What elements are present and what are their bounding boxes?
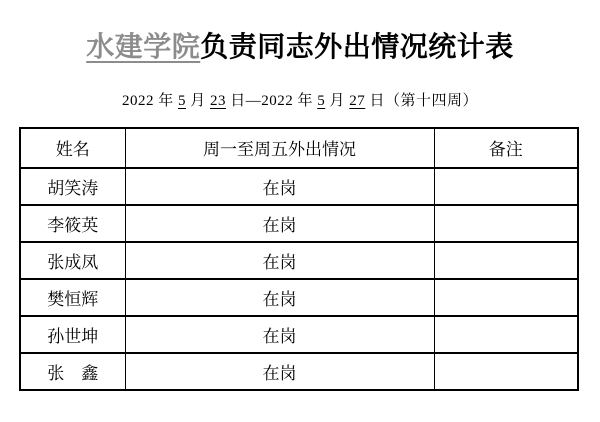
name-cell: 张成凤 (20, 242, 125, 279)
status-cell: 在岗 (125, 242, 434, 279)
table-header-row (20, 128, 578, 168)
table-row (20, 316, 578, 353)
status-cell: 在岗 (125, 205, 434, 242)
name-cell: 胡笑涛 (20, 168, 125, 205)
college-name: 水建学院 (86, 32, 201, 63)
month-value: 5 (177, 93, 186, 109)
col-header-status: 周一至周五外出情况 (125, 128, 434, 168)
status-cell: 在岗 (125, 168, 434, 205)
date-text: 日—2022 年 (225, 93, 318, 109)
date-text: 2022 年 (121, 93, 178, 109)
note-cell (434, 205, 578, 242)
table-row (20, 205, 578, 242)
table-row (20, 353, 578, 390)
note-cell (434, 242, 578, 279)
status-cell: 在岗 (125, 279, 434, 316)
month-value: 5 (317, 93, 326, 109)
day-value: 23 (209, 93, 226, 109)
name-cell: 孙世坤 (20, 316, 125, 353)
status-cell: 在岗 (125, 316, 434, 353)
date-text: 月 (325, 93, 350, 109)
table-row (20, 168, 578, 205)
note-cell (434, 316, 578, 353)
status-cell: 在岗 (125, 353, 434, 390)
name-cell: 张 鑫 (20, 353, 125, 390)
table-row (20, 242, 578, 279)
note-cell (434, 168, 578, 205)
week-label: 日（第十四周） (365, 93, 479, 109)
title-text: 负责同志外出情况统计表 (200, 32, 514, 63)
outing-status-table (19, 127, 579, 391)
note-cell (434, 353, 578, 390)
col-header-name: 姓名 (20, 128, 125, 168)
name-cell: 樊恒辉 (20, 279, 125, 316)
note-cell (434, 279, 578, 316)
page-title (0, 0, 600, 65)
date-text: 月 (185, 93, 210, 109)
col-header-note: 备注 (434, 128, 578, 168)
name-cell: 李筱英 (20, 205, 125, 242)
date-range-subtitle (0, 92, 600, 110)
day-value: 27 (349, 93, 366, 109)
table-row (20, 279, 578, 316)
